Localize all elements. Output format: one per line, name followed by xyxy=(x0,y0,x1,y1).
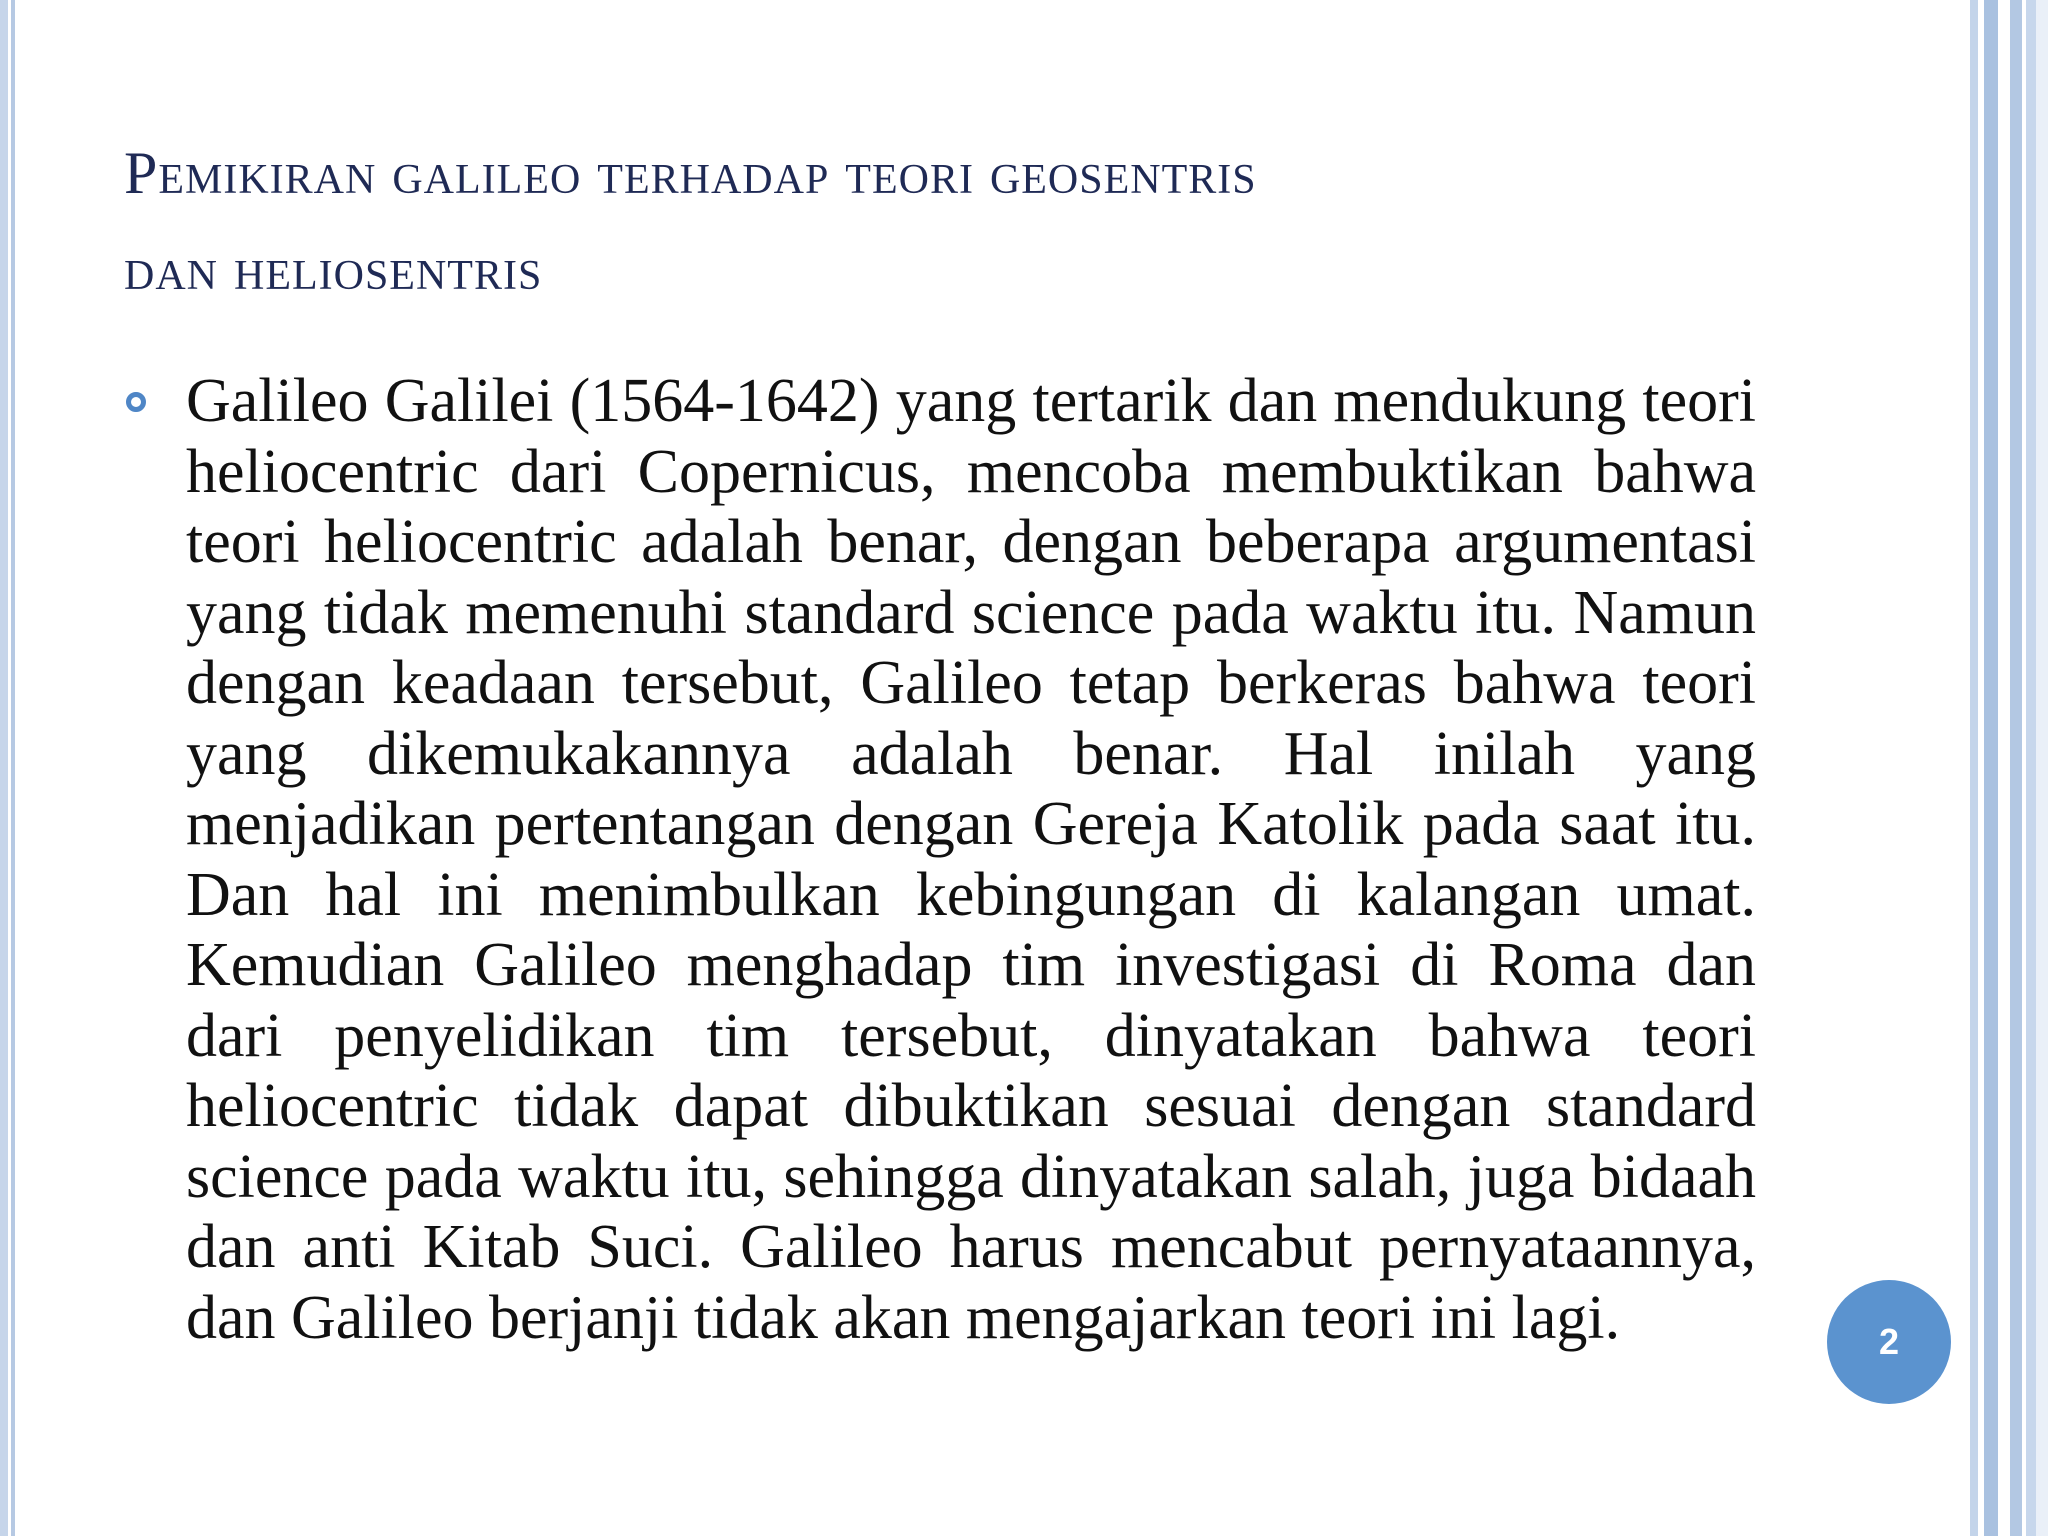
bullet-paragraph: Galileo Galilei (1564-1642) yang tertarik dan mendukung teori heliocentric dari Copernicus, mencoba membuktikan bahwa teori heliocentric adalah benar, dengan beberapa argumentasi yang tidak memenuhi standard science pada waktu itu. Namun dengan keadaan tersebut, Galileo tetap berkeras bahwa teori yang dikemukakannya adalah benar. Hal inilah yang menjadikan pertentangan dengan Gereja Katolik pada saat itu. Dan hal ini menimbulkan kebingungan di kalangan umat. Kemudian Galileo menghadap tim investigasi di Roma dan dari penyelidikan tim tersebut, dinyatakan bahwa teori heliocentric tidak dapat dibuktikan sesuai dengan standard science pada waktu itu, sehingga dinyatakan salah, juga bidaah dan anti Kitab Suci. Galileo harus mencabut pernyataannya, dan Galileo berjanji tidak akan mengajarkan teori ini lagi. xyxy=(186,367,1756,1352)
right-decorative-border xyxy=(1962,0,2048,1536)
hollow-circle-bullet-icon xyxy=(126,392,146,412)
slide-title-line-1: Pemikiran galileo terhadap teori geosentris xyxy=(124,140,1257,206)
slide-title xyxy=(124,125,1804,317)
slide-title-line-2: dan heliosentris xyxy=(124,236,543,302)
page-number-badge: 2 xyxy=(1827,1280,1951,1404)
left-decorative-border xyxy=(0,0,22,1536)
